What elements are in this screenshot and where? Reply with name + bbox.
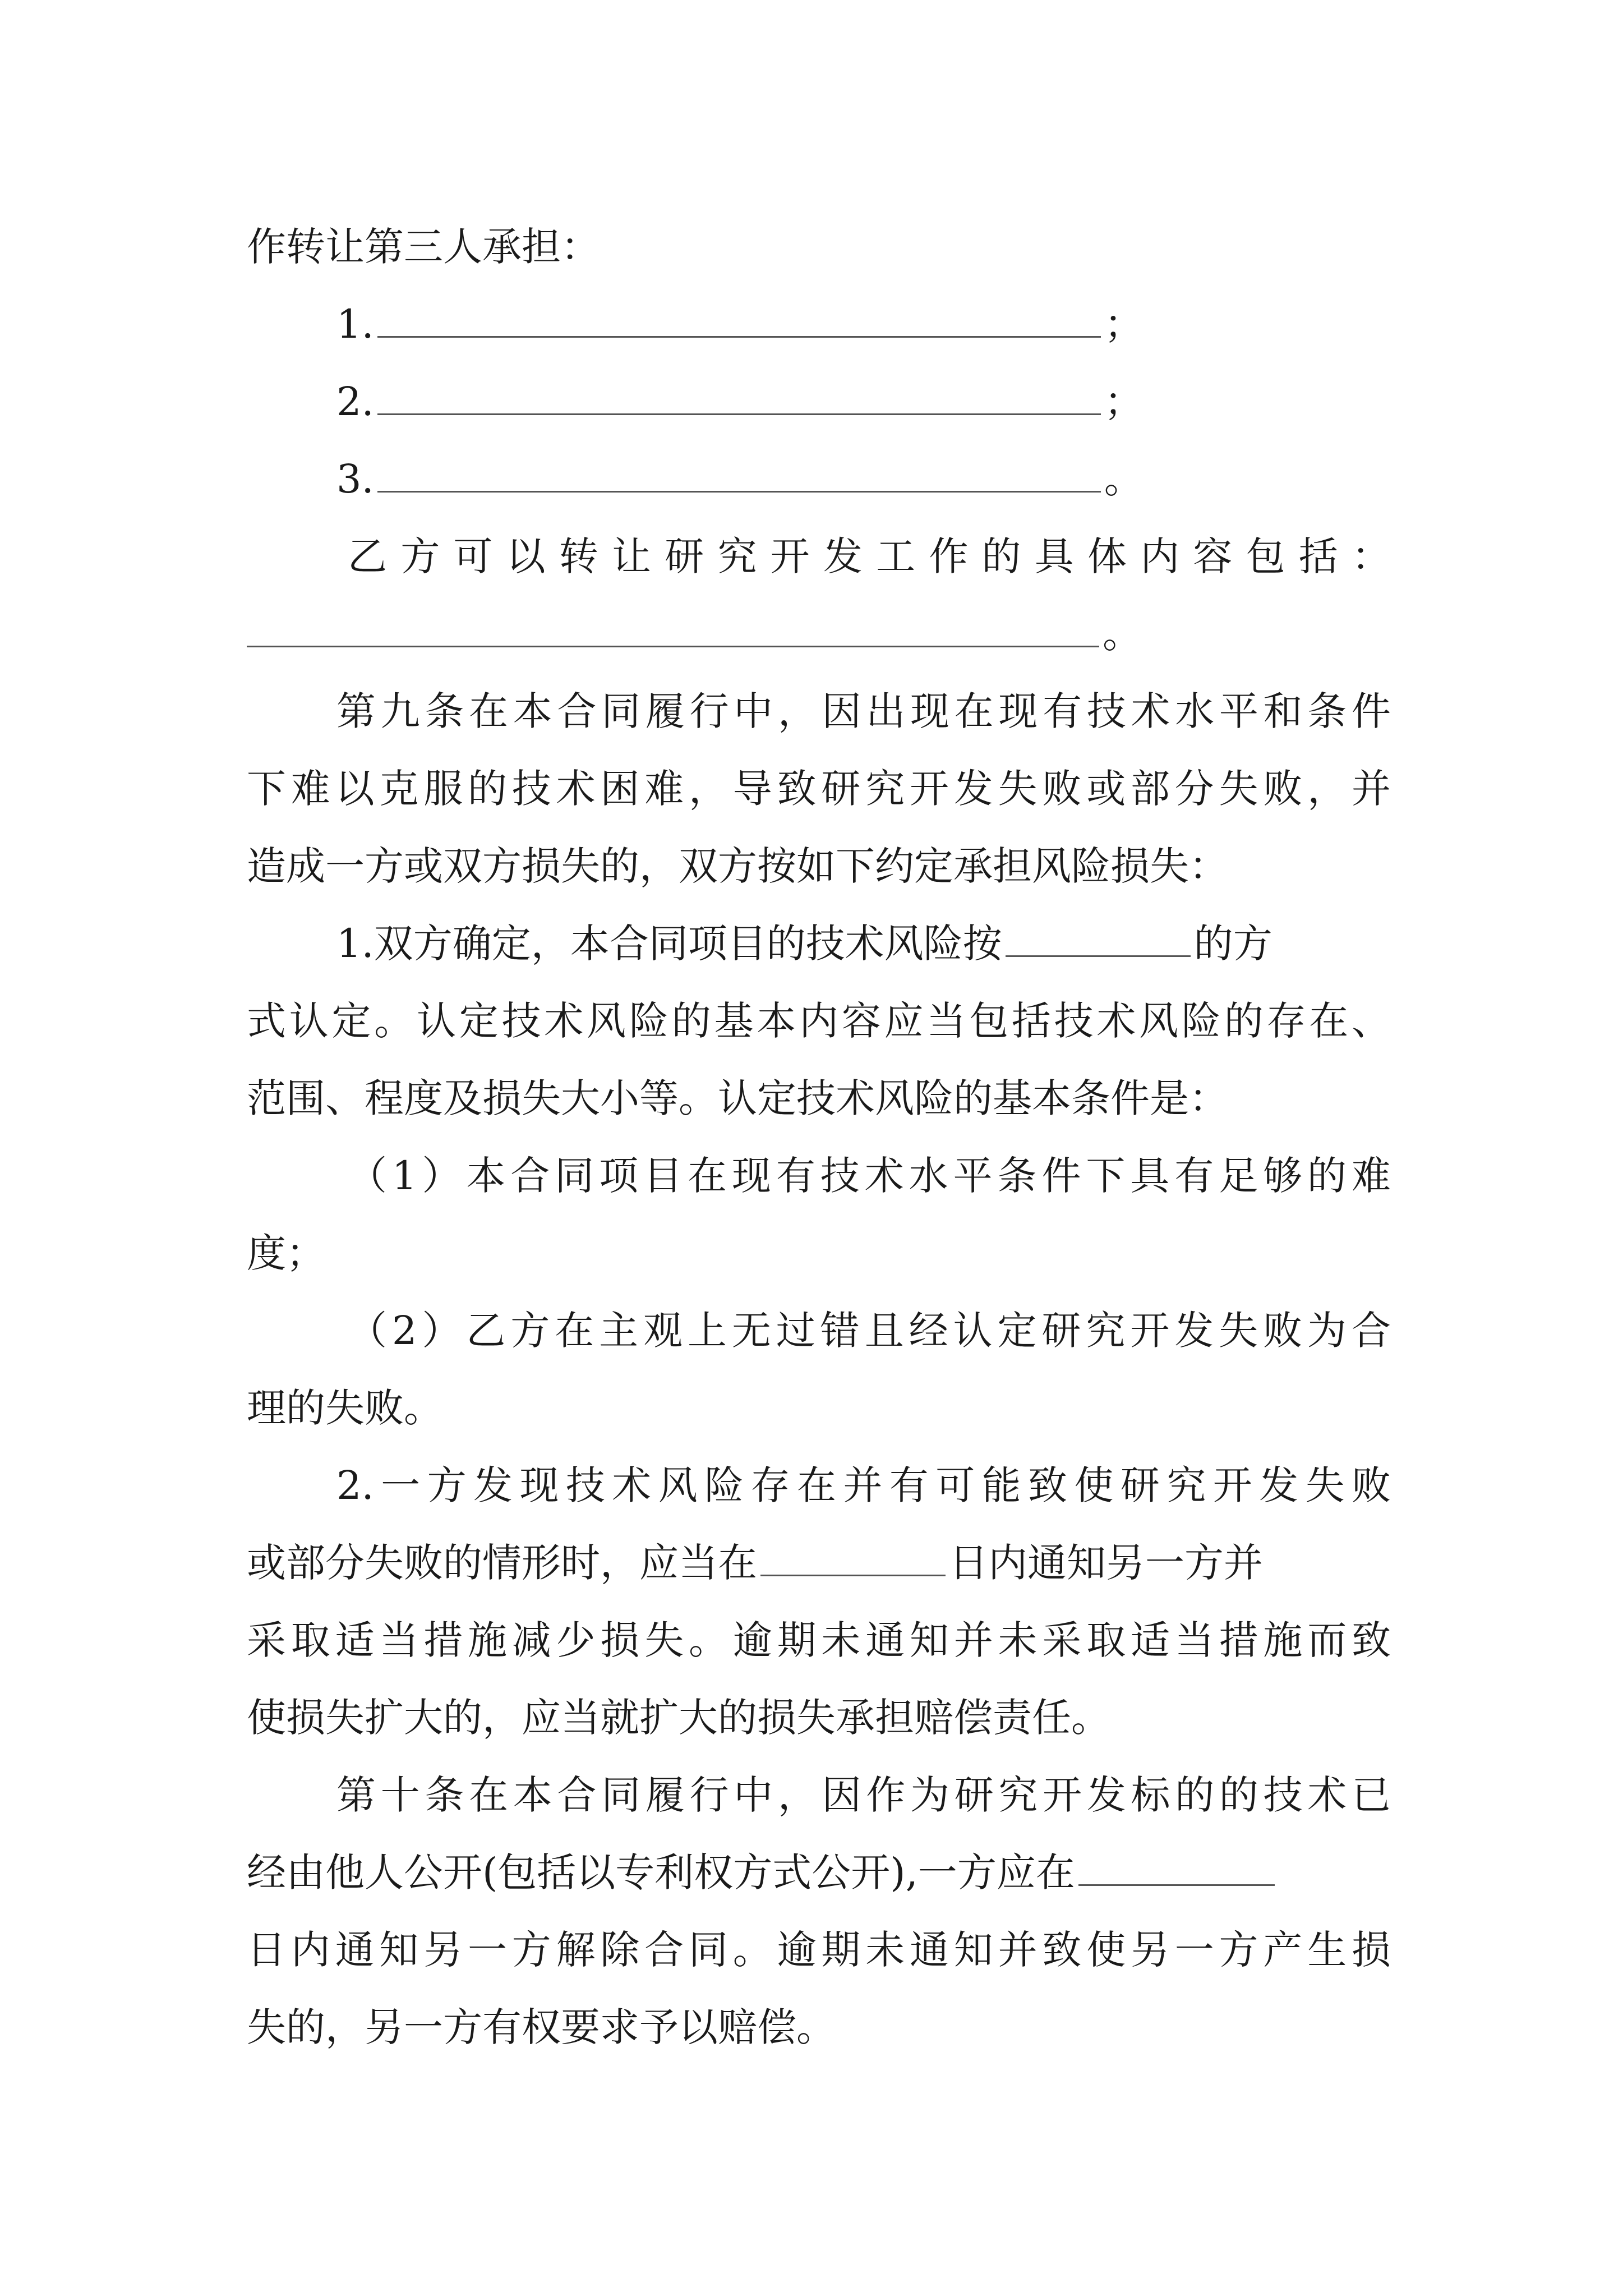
punctuation: ； bbox=[1104, 301, 1144, 347]
text-line bbox=[247, 1988, 1391, 2067]
line-text: 日内通知另一方解除合同。逾期未通知并致使另一方产生损 bbox=[247, 1927, 1391, 1973]
text-line bbox=[247, 208, 1391, 286]
text-line bbox=[247, 1833, 1391, 1912]
text-line bbox=[247, 1369, 1391, 1447]
line-text: 理的失败。 bbox=[247, 1385, 443, 1431]
text-line bbox=[336, 1446, 1391, 1525]
text-line bbox=[247, 1214, 1391, 1292]
line-text: 的方 bbox=[1193, 921, 1272, 967]
fill-in-blank[interactable] bbox=[247, 601, 1099, 647]
text-line bbox=[336, 1756, 1391, 1834]
line-text: 下难以克服的技术困难，导致研究开发失败或部分失败，并 bbox=[247, 766, 1391, 812]
fill-in-blank[interactable] bbox=[1078, 1839, 1275, 1886]
line-text: 或部分失败的情形时，应当在 bbox=[247, 1540, 757, 1586]
line-text: 乙方可以转让研究开发工作的具体内容包括： bbox=[348, 533, 1391, 579]
list-item bbox=[336, 440, 1391, 518]
line-text: （1）本合同项目在现有技术水平条件下具有足够的难 bbox=[348, 1153, 1391, 1199]
fill-in-blank[interactable] bbox=[377, 369, 1101, 415]
line-text: 日内通知另一方并 bbox=[949, 1540, 1263, 1586]
text-line bbox=[247, 1059, 1391, 1138]
line-text: 1.双方确定，本合同项目的技术风险按 bbox=[336, 921, 1002, 967]
text-line bbox=[247, 1911, 1391, 1989]
line-text: 式认定。认定技术风险的基本内容应当包括技术风险的存在、 bbox=[247, 998, 1391, 1044]
punctuation: 。 bbox=[1103, 611, 1142, 657]
line-text: 失的，另一方有权要求予以赔偿。 bbox=[247, 2004, 836, 2050]
line-text: 度； bbox=[247, 1230, 325, 1276]
text-line bbox=[247, 1678, 1391, 1757]
line-text: （2）乙方在主观上无过错且经认定研究开发失败为合 bbox=[348, 1308, 1391, 1354]
line-text: 作转让第三人承担： bbox=[247, 224, 600, 270]
text-line bbox=[336, 672, 1391, 751]
line-text: 造成一方或双方损失的，双方按如下约定承担风险损失： bbox=[247, 843, 1228, 889]
line-text: 使损失扩大的，应当就扩大的损失承担赔偿责任。 bbox=[247, 1695, 1110, 1741]
fill-in-blank[interactable] bbox=[760, 1530, 946, 1576]
punctuation: 。 bbox=[1104, 456, 1144, 502]
text-line bbox=[247, 595, 1391, 673]
text-line bbox=[247, 827, 1391, 905]
text-line bbox=[247, 749, 1391, 828]
fill-in-blank[interactable] bbox=[377, 446, 1101, 493]
line-text: 范围、程度及损失大小等。认定技术风险的基本条件是： bbox=[247, 1075, 1228, 1121]
text-line bbox=[247, 1601, 1391, 1680]
list-item bbox=[336, 362, 1391, 441]
text-line bbox=[348, 517, 1391, 596]
line-text: 2.一方发现技术风险存在并有可能致使研究开发失败 bbox=[336, 1462, 1391, 1508]
text-line bbox=[348, 1291, 1391, 1370]
text-line bbox=[247, 982, 1391, 1060]
list-number: 1. bbox=[336, 301, 374, 347]
line-text: 经由他人公开(包括以专利权方式公开),一方应在 bbox=[247, 1849, 1075, 1895]
line-text: 第九条在本合同履行中，因出现在现有技术水平和条件 bbox=[336, 688, 1391, 734]
text-line bbox=[336, 904, 1391, 983]
fill-in-blank[interactable] bbox=[1006, 910, 1191, 957]
list-number: 3. bbox=[336, 456, 374, 502]
punctuation: ； bbox=[1104, 379, 1144, 425]
text-line bbox=[247, 1524, 1391, 1602]
list-number: 2. bbox=[336, 379, 374, 425]
list-item bbox=[336, 285, 1391, 364]
line-text: 采取适当措施减少损失。逾期未通知并未采取适当措施而致 bbox=[247, 1617, 1391, 1663]
text-line bbox=[348, 1137, 1391, 1215]
line-text: 第十条在本合同履行中，因作为研究开发标的的技术已 bbox=[336, 1772, 1391, 1818]
fill-in-blank[interactable] bbox=[377, 291, 1101, 338]
